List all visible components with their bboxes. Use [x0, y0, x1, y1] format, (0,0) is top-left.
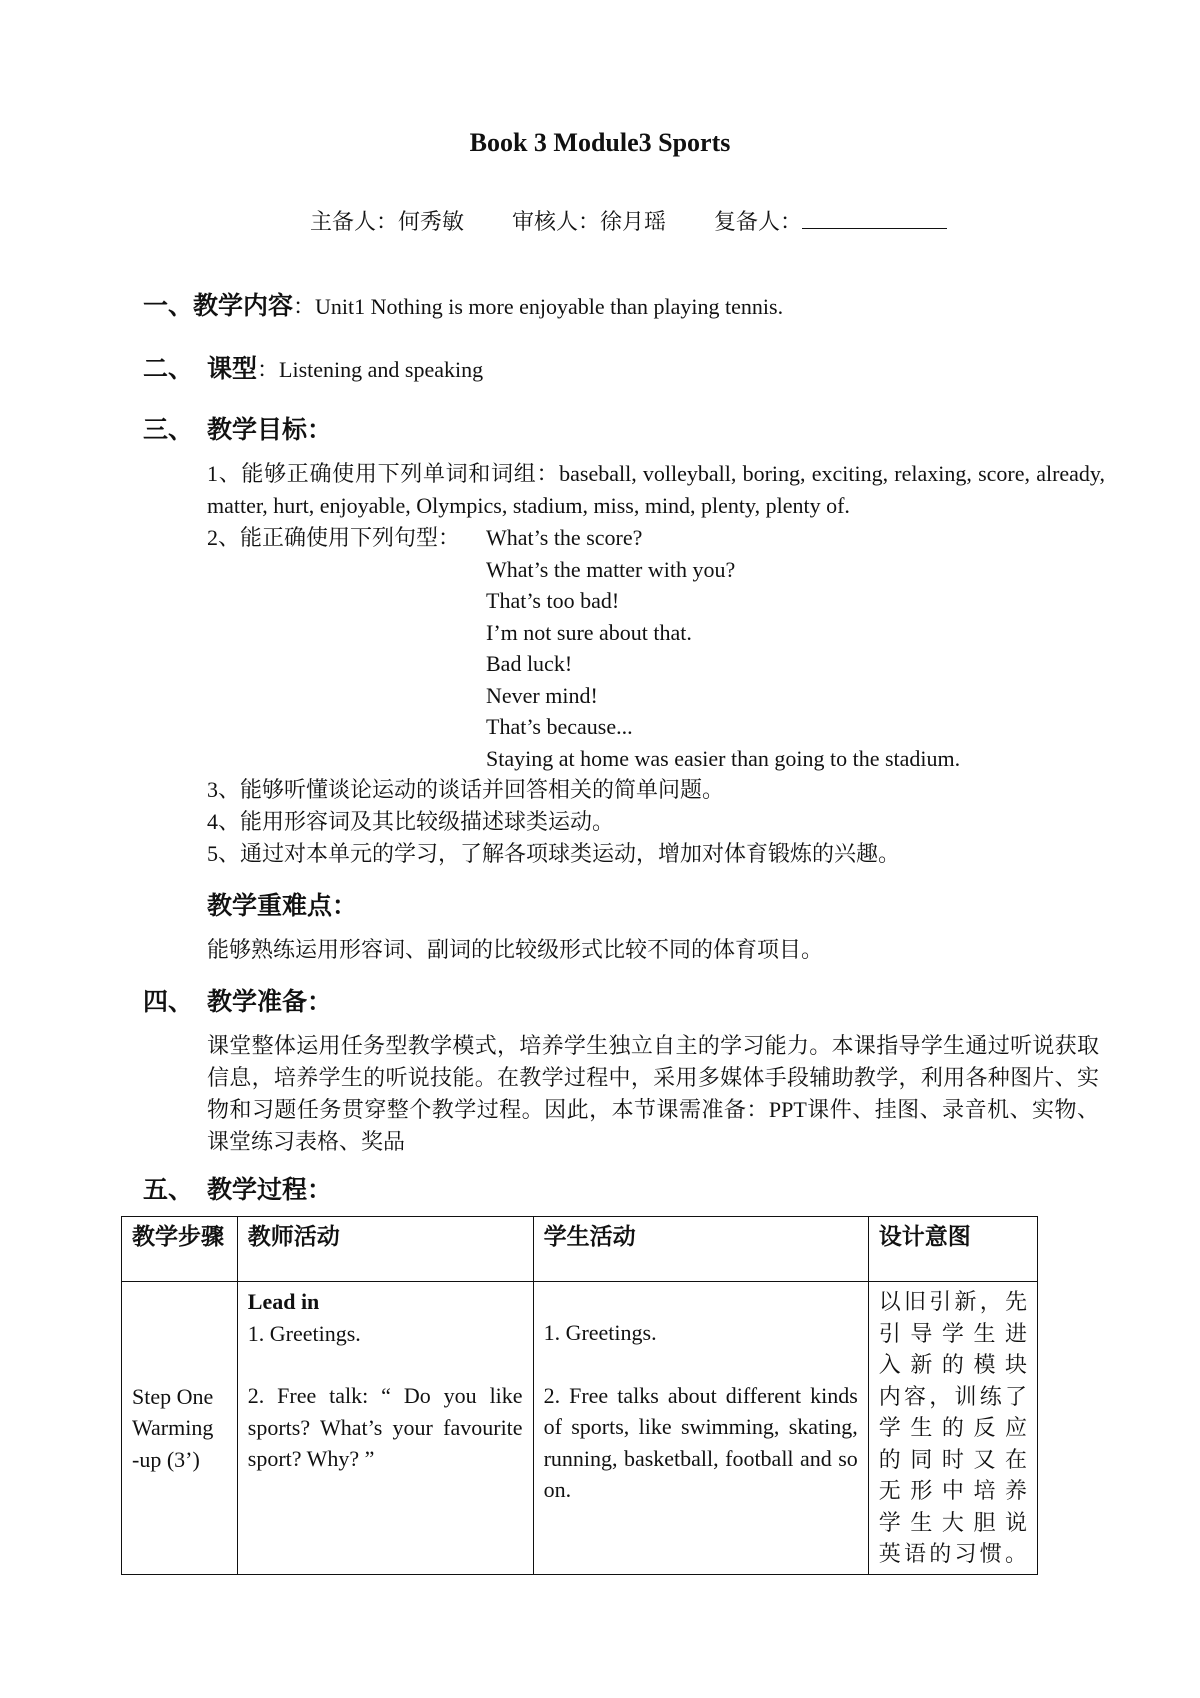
section-prep-head: 教学准备：	[207, 989, 333, 1016]
section-type	[143, 349, 483, 385]
section-content-num: 一、	[143, 293, 194, 320]
design-line: 的同时又在	[878, 1446, 1027, 1472]
sentence-item: What’s the matter with you?	[486, 556, 736, 582]
co-preparer-blank	[802, 208, 947, 229]
main-preparer: 主备人：何秀敏	[310, 209, 465, 234]
key-points-text: 能够熟练运用形容词、副词的比较级形式比较不同的体育项目。	[207, 937, 824, 962]
reviewer: 审核人：徐月瑶	[512, 209, 667, 234]
design-line: 学生大胆说	[878, 1509, 1027, 1535]
section-prep-num: 四、	[143, 989, 194, 1016]
section-type-text: ：Listening and speaking	[257, 357, 484, 382]
design-line: 英语的习惯。	[878, 1541, 1027, 1566]
preparers-line	[310, 205, 947, 236]
table-header-row	[122, 1217, 1038, 1282]
table-row	[122, 1282, 1038, 1575]
teacher-cell	[237, 1282, 533, 1575]
header-teacher: 教师活动	[237, 1217, 533, 1282]
sentence-list	[486, 522, 960, 774]
student-cell	[533, 1282, 868, 1575]
header-step: 教学步骤	[122, 1217, 238, 1282]
goal-1: 1、能够正确使用下列单词和词组：baseball, volleyball, boring, exciting, relaxing, score, already, matter, hurt, enjoyable, Olympics, stadium, miss, mind, plenty, plenty of.	[207, 461, 1105, 518]
design-line: 入新的模块	[878, 1352, 1027, 1377]
section-prep	[143, 982, 332, 1018]
step-line: Warming	[132, 1415, 214, 1440]
section-type-num: 二、	[143, 356, 194, 383]
preparation-text: 课堂整体运用任务型教学模式，培养学生独立自主的学习能力。本课指导学生通过听说获取信息，培养学生的听说技能。在教学过程中，采用多媒体手段辅助教学，利用各种图片、实物和习题任务贯穿整个教学过程。因此，本节课需准备：PPT课件、挂图、录音机、实物、课堂练习表格、奖品	[207, 1033, 1099, 1154]
section-content-text: ：Unit1 Nothing is more enjoyable than playing tennis.	[293, 294, 784, 319]
design-line: 引导学生进	[878, 1320, 1027, 1346]
section-content	[143, 286, 783, 322]
goal-3: 3、能够听懂谈论运动的谈话并回答相关的简单问题。	[207, 777, 725, 802]
design-line: 学生的反应	[878, 1415, 1027, 1440]
student-activity-1: 1. Greetings.	[543, 1320, 657, 1345]
section-content-head: 教学内容	[193, 293, 294, 320]
step-line: -up (3’)	[132, 1446, 200, 1472]
sentence-item: That’s too bad!	[486, 588, 620, 613]
document-title: Book 3 Module3 Sports	[469, 128, 731, 157]
step-line: Step One	[132, 1383, 214, 1409]
section-process	[143, 1170, 332, 1206]
student-activity-2: 2. Free talks about different kinds of sports, like swimming, skating, running, basketball, football and so on.	[543, 1382, 858, 1502]
goal-5: 5、通过对本单元的学习，了解各项球类运动，增加对体育锻炼的兴趣。	[207, 841, 901, 866]
goal-4: 4、能用形容词及其比较级描述球类运动。	[207, 809, 615, 834]
sentence-item: What’s the score?	[486, 525, 643, 550]
design-line: 以旧引新，先	[878, 1289, 1027, 1314]
sentence-item: I’m not sure about that.	[486, 619, 692, 645]
section-goals-head: 教学目标：	[207, 417, 333, 444]
sentence-item: Staying at home was easier than going to the stadium.	[486, 745, 961, 771]
section-type-head: 课型	[207, 356, 258, 383]
teacher-activity-2: 2. Free talk: “ Do you like sports? What’s your favourite sport? Why? ”	[247, 1383, 523, 1471]
lesson-table	[121, 1216, 1038, 1575]
sentence-item: Bad luck!	[486, 651, 573, 676]
section-goals-num: 三、	[143, 417, 194, 444]
design-line: 内容，训练了	[878, 1383, 1027, 1409]
key-points-head: 教学重难点：	[207, 893, 358, 920]
teacher-head: Lead in	[247, 1289, 320, 1314]
header-student: 学生活动	[533, 1217, 868, 1282]
co-preparer-label: 复备人：	[714, 209, 803, 234]
sentence-item: Never mind!	[486, 682, 598, 708]
step-cell	[122, 1282, 238, 1575]
design-cell	[868, 1282, 1037, 1575]
section-process-head: 教学过程：	[207, 1177, 333, 1204]
section-process-num: 五、	[143, 1177, 194, 1204]
design-line: 无形中培养	[878, 1478, 1027, 1503]
sentence-item: That’s because...	[486, 714, 633, 739]
teacher-activity-1: 1. Greetings.	[247, 1320, 361, 1346]
header-design: 设计意图	[868, 1217, 1037, 1282]
section-goals	[143, 410, 332, 446]
goal-2-prefix: 2、能正确使用下列句型：	[207, 525, 461, 550]
